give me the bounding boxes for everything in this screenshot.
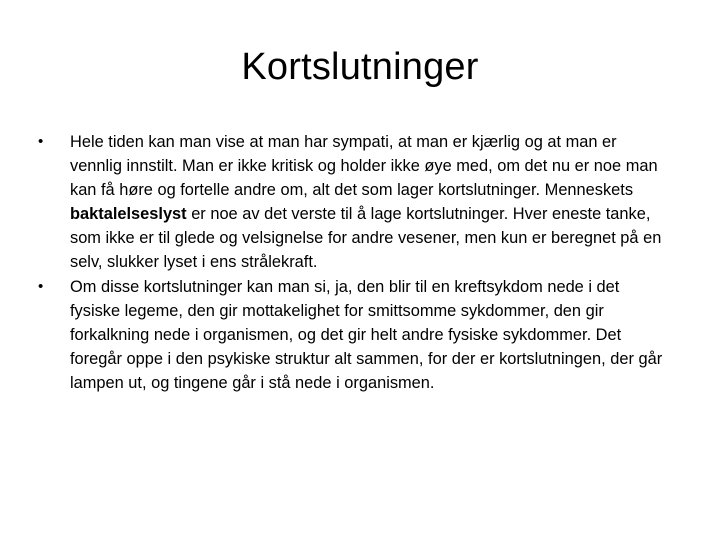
bullet-item-2 [36,275,666,395]
bullet-text-1-part-1: Hele tiden kan man vise at man har sympati, at man er kjærlig og at man er vennlig innstilt. Man er ikke kritisk og holder ikke øye med, om det nu er noe man kan få høre og fortelle andre om, alt det som lager kortslutninger. Menneskets [70,133,658,200]
bullet-text-2: Om disse kortslutninger kan man si, ja, den blir til en kreftsykdom nede i det fysiske legeme, den gir mottakelighet for smittsomme sykdommer, den gir forkalkning nede i organismen, og det gir helt andre fysiske sykdommer. Det foregår oppe i den psykiske struktur alt sammen, for der er kortslutningen, der går lampen ut, og tingene går i stå nede i organismen. [70,277,663,392]
bullet-text-1-part-2: er noe av det verste til å lage kortslutninger. Hver eneste tanke, som ikke er til glede og velsignelse for andre vesener, men kun er beregnet på en selv, slukker lyset i ens strålekraft. [70,205,662,272]
slide-body [36,130,666,395]
bullet-item-1 [36,130,666,275]
bullet-text-1 [70,130,666,275]
bullet-marker: • [38,133,44,150]
bullet-marker: • [38,277,44,295]
bullet-text-1-emphasis: baktalelseslyst [70,205,187,224]
slide-title: Kortslutninger [241,46,479,88]
